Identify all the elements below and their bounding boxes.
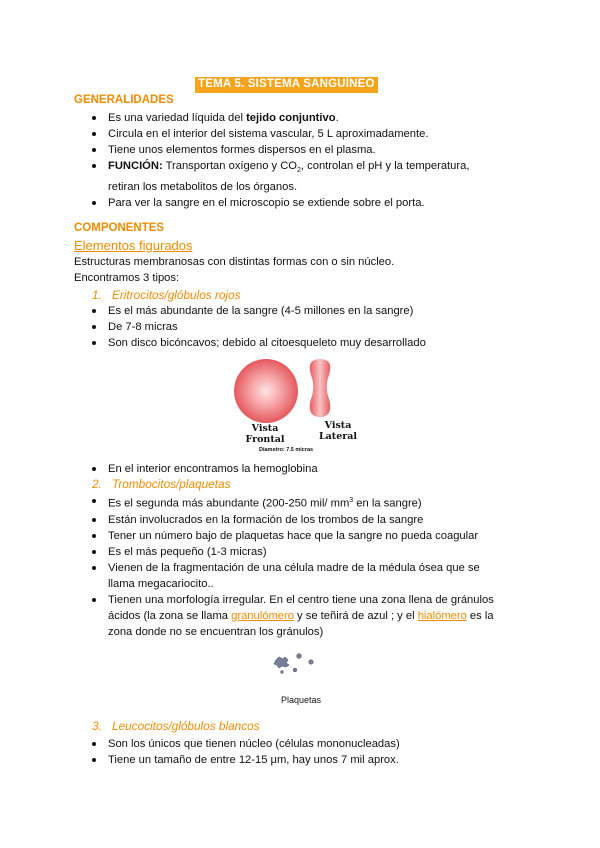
section-heading-generalidades: GENERALIDADES bbox=[74, 94, 174, 106]
subsection-heading-eritrocitos: 1. Eritrocitos/glóbulos rojos bbox=[92, 288, 241, 302]
subsection-heading-trombocitos: 2. Trombocitos/plaquetas bbox=[92, 477, 231, 491]
platelet bbox=[274, 657, 289, 668]
list-item: Tiene un tamaño de entre 12-15 μm, hay unos 7 mil aprox. bbox=[92, 752, 522, 768]
list-item: Son los únicos que tienen núcleo (células mononucleadas) bbox=[92, 736, 522, 752]
eritrocitos-list bbox=[92, 303, 522, 351]
intro-text-2: Encontramos 3 tipos: bbox=[74, 272, 180, 284]
granulomero-link[interactable]: granulómero bbox=[231, 609, 294, 622]
hialomero-link[interactable]: hialómero bbox=[417, 609, 467, 622]
platelet bbox=[293, 668, 297, 672]
list-item: Tiene unos elementos formes dispersos en el plasma. bbox=[92, 142, 522, 158]
list-item: En el interior encontramos la hemoglobina bbox=[92, 461, 522, 477]
section-heading-componentes: COMPONENTES bbox=[74, 222, 165, 234]
platelets-illustration bbox=[268, 648, 328, 678]
figure-caption-plaquetas: Plaquetas bbox=[281, 695, 322, 705]
platelet bbox=[297, 654, 302, 659]
subheading-elementos-figurados: Elementos figurados bbox=[74, 238, 193, 253]
list-item: De 7-8 micras bbox=[92, 319, 522, 335]
list-item: Es una variedad líquida del tejido conjuntivo. bbox=[92, 110, 522, 126]
subsection-heading-leucocitos: 3. Leucocitos/glóbulos blancos bbox=[92, 719, 260, 733]
list-item: Para ver la sangre en el microscopio se extiende sobre el porta. bbox=[92, 195, 522, 211]
eritrocitos-after-list bbox=[92, 461, 522, 477]
figure-label-side: Vista Lateral bbox=[318, 420, 358, 442]
list-item: Es el más pequeño (1-3 micras) bbox=[92, 544, 522, 560]
erythrocyte-side-view bbox=[310, 359, 331, 417]
list-item: Son disco bicóncavos; debido al citoesqueleto muy desarrollado bbox=[92, 335, 522, 351]
intro-text: Estructuras membranosas con distintas formas con o sin núcleo. bbox=[74, 256, 395, 268]
list-item: FUNCIÓN: Transportan oxígeno y $CO_2$, controlan el pH y la temperatura, retiran los metabolitos de los órganos. bbox=[92, 158, 522, 195]
page-title: TEMA 5. SISTEMA SANGUÍNEO bbox=[195, 77, 378, 93]
list-item: Están involucrados en la formación de los trombos de la sangre bbox=[92, 512, 522, 528]
figure-caption-diameter: Diametro: 7.5 micras bbox=[259, 447, 314, 453]
figure-label-front: Vista Frontal bbox=[245, 423, 285, 445]
list-item: Es el segunda más abundante (200-250 mil/ $mm^3$ en la sangre) bbox=[92, 493, 522, 512]
list-item: Circula en el interior del sistema vascular, 5 L aproximadamente. bbox=[92, 126, 522, 142]
platelet bbox=[309, 660, 313, 664]
trombocitos-list bbox=[92, 493, 522, 640]
list-item: Tener un número bajo de plaquetas hace que la sangre no pueda coagular bbox=[92, 528, 522, 544]
list-item: Vienen de la fragmentación de una célula madre de la médula ósea que se llama megacariocito.. bbox=[92, 560, 522, 592]
generalidades-list bbox=[92, 110, 522, 211]
leucocitos-list bbox=[92, 736, 522, 768]
platelet bbox=[281, 671, 284, 674]
list-item: Tienen una morfología irregular. En el centro tiene una zona llena de gránulos ácidos (la zona se llama granulómero y se teñirá de azul ; y el hialómero es la zona donde no se encuentran los gránulos) bbox=[92, 592, 522, 640]
list-item: Es el más abundante de la sangre (4-5 millones en la sangre) bbox=[92, 303, 522, 319]
erythrocyte-front-view bbox=[234, 359, 298, 423]
